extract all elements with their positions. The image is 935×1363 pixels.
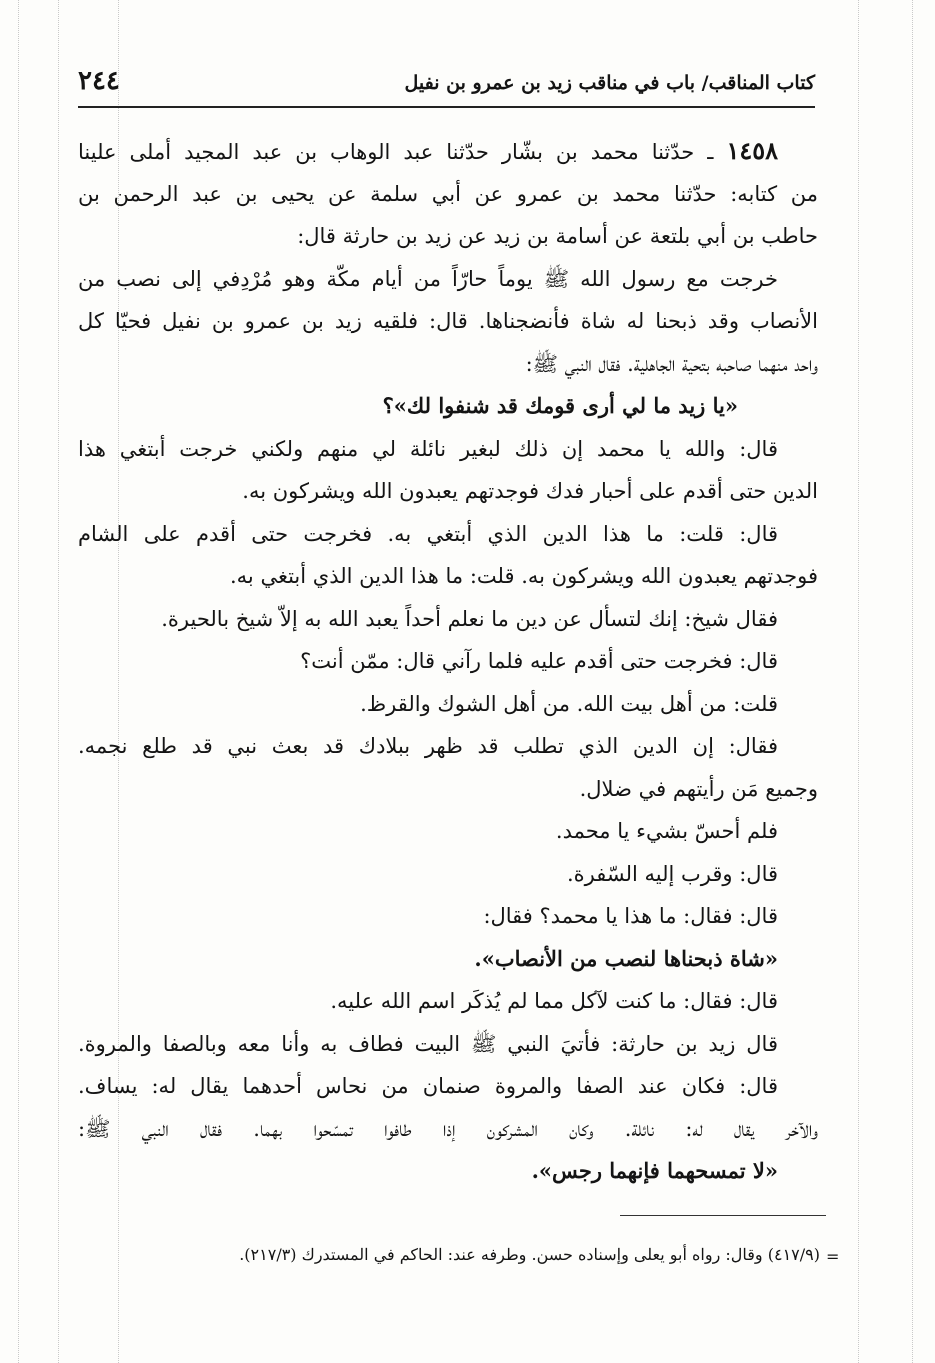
text-line: فقال: إن الدين الذي تطلب قد ظهر ببلادك قد بعث نبي قد طلع نجمه. — [78, 734, 778, 758]
text-line: قال: والله يا محمد إن ذلك لبغير نائلة لي منهم ولكني خرجت أبتغي هذا — [78, 436, 778, 461]
text-line: فوجدتهم يعبدون الله ويشركون به. قلت: ما هذا الدين الذي أبتغي به. — [230, 564, 818, 588]
text-line: خرجت مع رسول الله ﷺ يوماً حارّاً من أيام مكّة وهو مُرْدِفي إلى نصب من — [78, 266, 778, 291]
hadith-body — [78, 130, 818, 1193]
scan-edge-line — [58, 0, 59, 1363]
page-number: ٢٤٤ — [78, 66, 120, 96]
text-line: قال: قلت: ما هذا الدين الذي أبتغي به. فخرجت حتى أقدم على الشام — [78, 521, 778, 546]
running-title: كتاب المناقب/ باب في مناقب زيد بن عمرو بن نفيل — [404, 72, 815, 94]
prophet-quote: «يا زيد ما لي أرى قومك قد شنفوا لك»؟ — [382, 393, 738, 418]
text-line: قال: فخرجت حتى أقدم عليه فلما رآني قال: ممّن أنت؟ — [300, 649, 778, 673]
scan-edge-line — [858, 0, 859, 1363]
text-line: قال: فقال: ما كنت لآكل مما لم يُذكَر اسم الله عليه. — [330, 989, 778, 1013]
scan-edge-line — [912, 0, 913, 1363]
text-line: الأنصاب وقد ذبحنا له شاة فأنضجناها. قال: فلقيه زيد بن عمرو بن نفيل فحيّا كل — [78, 309, 818, 333]
text-line: ١٤٥٨ ـ حدّثنا محمد بن بشّار حدّثنا عبد الوهاب بن عبد المجيد أملى علينا — [78, 136, 778, 165]
quoted-reply: «شاة ذبحناها لنصب من الأنصاب». — [474, 945, 778, 971]
text-line: فلم أحسّ بشيء يا محمد. — [555, 819, 778, 843]
text-line: وجميع مَن رأيتهم في ضلال. — [579, 776, 818, 801]
text-line: قال: وقرب إليه السّفرة. — [566, 861, 778, 886]
scan-edge-line — [18, 0, 19, 1363]
text-line: حاطب بن أبي بلتعة عن أسامة بن زيد عن زيد بن حارثة قال: — [297, 224, 818, 248]
text-line: قلت: من أهل بيت الله. من أهل الشوك والقرظ. — [360, 691, 778, 716]
text-line: الدين حتى أقدم على أحبار فدك فوجدتهم يعبدون الله ويشركون به. — [242, 479, 818, 503]
page-header — [78, 62, 815, 108]
footnote-continuation-mark: = — [826, 1247, 840, 1266]
text-line: فقال شيخ: إنك لتسأل عن دين ما نعلم أحداً يعبد الله به إلاّ شيخ بالحيرة. — [161, 606, 778, 631]
text-line: قال: فكان عند الصفا والمروة صنمان من نحاس أحدهما يقال له: يساف. — [78, 1074, 778, 1098]
hadith-number: ١٤٥٨ — [726, 136, 778, 165]
text-line: والآخر يقال له: نائلة. وكان المشركون إذا طافوا تمسّحوا بهما. فقال النبي ﷺ: — [78, 1116, 818, 1141]
text-line: واحد منهما صاحبه بتحية الجاهلية. فقال النبي ﷺ: — [525, 351, 818, 376]
prophet-quote: «لا تمسحهما فإنهما رجس». — [531, 1158, 778, 1183]
footnote-separator — [620, 1215, 826, 1216]
text-line: من كتابه: حدّثنا محمد بن عمرو عن أبي سلمة عن يحيى بن عبد الرحمن بن — [78, 181, 818, 206]
footnote-text: (٤١٧/٩) وقال: رواه أبو يعلى وإسناده حسن. وطرفه عند: الحاكم في المستدرك (٢١٧/٣). — [239, 1245, 820, 1264]
text-line: قال: فقال: ما هذا يا محمد؟ فقال: — [483, 904, 778, 928]
text-line: قال زيد بن حارثة: فأتيَ النبي ﷺ البيت فطاف به وأنا معه وبالصفا والمروة. — [78, 1031, 778, 1056]
